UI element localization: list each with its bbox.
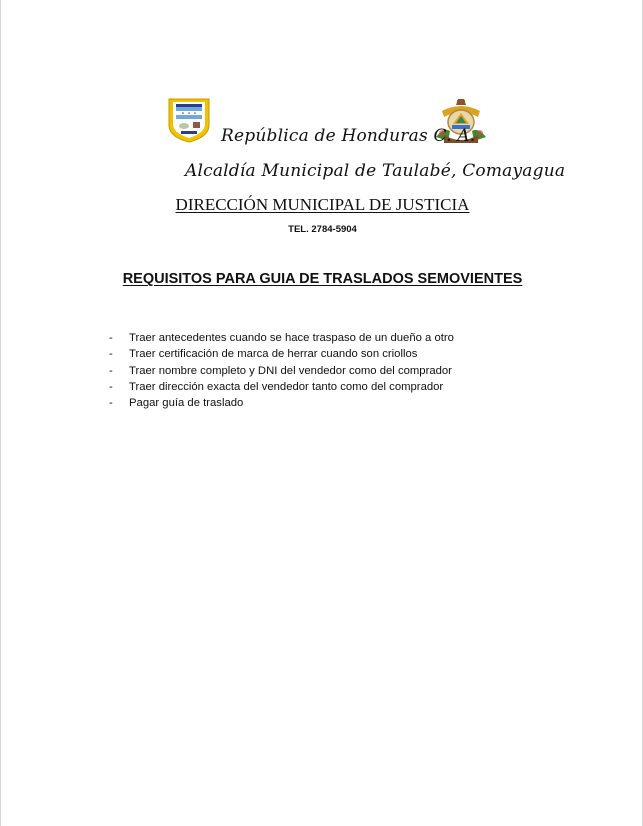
- bullet-dash: -: [109, 380, 113, 393]
- list-item: [109, 346, 454, 362]
- municipal-shield-logo-icon: [167, 97, 211, 143]
- phone-number: TEL. 2784-5904: [288, 224, 357, 235]
- requirement-text: Traer dirección exacta del vendedor tanto como del comprador: [129, 380, 444, 393]
- municipality-heading: Alcaldía Municipal de Taulabé, Comayagua: [185, 161, 566, 181]
- requirement-text: Pagar guía de traslado: [129, 397, 244, 410]
- list-item: [109, 379, 454, 395]
- bullet-dash: -: [109, 332, 113, 344]
- bullet-dash: -: [109, 364, 113, 377]
- list-item: [109, 363, 454, 379]
- document-title: REQUISITOS PARA GUIA DE TRASLADOS SEMOVIENTES: [122, 271, 523, 287]
- list-item: [109, 330, 454, 346]
- requirements-list: [109, 330, 454, 411]
- requirement-text: Traer certificación de marca de herrar cuando son criollos: [129, 348, 418, 361]
- requirement-text: Traer antecedentes cuando se hace traspaso de un dueño a otro: [129, 332, 454, 344]
- country-heading: República de Honduras C. A.: [221, 126, 476, 146]
- bullet-dash: -: [109, 397, 113, 410]
- department-heading: DIRECCIÓN MUNICIPAL DE JUSTICIA: [175, 195, 470, 214]
- bullet-dash: -: [109, 348, 113, 361]
- requirement-text: Traer nombre completo y DNI del vendedor como del comprador: [129, 364, 452, 377]
- list-item: [109, 395, 454, 411]
